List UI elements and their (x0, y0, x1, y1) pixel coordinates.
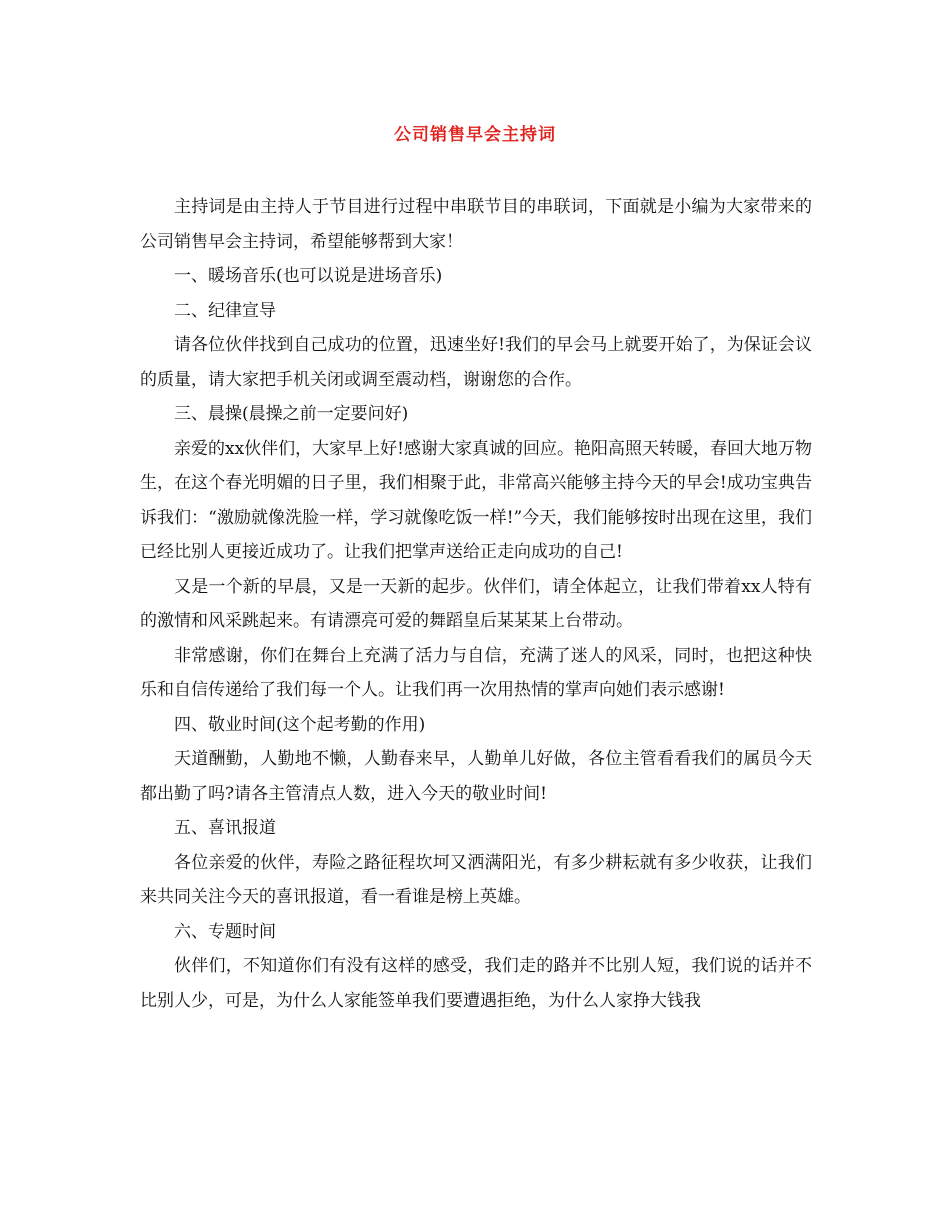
body-paragraph: 各位亲爱的伙伴，寿险之路征程坎坷又洒满阳光，有多少耕耘就有多少收获，让我们来共同关注今天的喜讯报道，看一看谁是榜上英雄。 (140, 852, 812, 907)
document-title: 公司销售早会主持词 (394, 125, 556, 145)
intro-paragraph: 主持词是由主持人于节目进行过程中串联节目的串联词，下面就是小编为大家带来的公司销售早会主持词，希望能够帮到大家！ (140, 197, 812, 252)
section-heading-5: 五、喜讯报道 (174, 818, 276, 838)
body-paragraph: 又是一个新的早晨，又是一天新的起步。伙伴们，请全体起立，让我们带着xx人特有的激情和风采跳起来。有请漂亮可爱的舞蹈皇后某某某上台带动。 (140, 576, 812, 631)
body-paragraph: 请各位伙伴找到自己成功的位置，迅速坐好!我们的早会马上就要开始了，为保证会议的质量，请大家把手机关闭或调至震动档，谢谢您的合作。 (140, 335, 812, 390)
section-heading-3: 三、晨操(晨操之前一定要问好) (174, 404, 409, 424)
section-heading-1: 一、暖场音乐(也可以说是进场音乐) (174, 266, 443, 286)
section-heading-6: 六、专题时间 (174, 921, 276, 942)
body-paragraph: 非常感谢，你们在舞台上充满了活力与自信，充满了迷人的风采，同时，也把这种快乐和自信传递给了我们每一个人。让我们再一次用热情的掌声向她们表示感谢! (140, 645, 812, 700)
body-paragraph: 天道酬勤，人勤地不懒，人勤春来早，人勤单儿好做，各位主管看看我们的属员今天都出勤了吗?请各主管清点人数，进入今天的敬业时间! (140, 749, 812, 804)
document-body (140, 190, 812, 1018)
body-paragraph: 亲爱的xx伙伴们，大家早上好!感谢大家真诚的回应。艳阳高照天转暖，春回大地万物生，在这个春光明媚的日子里，我们相聚于此，非常高兴能够主持今天的早会!成功宝典告诉我们：“激励就像洗脸一样，学习就像吃饭一样!”今天，我们能够按时出现在这里，我们已经比别人更接近成功了。让我们把掌声送给正走向成功的自己! (140, 438, 813, 562)
section-heading-2: 二、纪律宣导 (174, 300, 276, 321)
body-paragraph: 伙伴们，不知道你们有没有这样的感受，我们走的路并不比别人短，我们说的话并不比别人少，可是，为什么人家能签单我们要遭遇拒绝，为什么人家挣大钱我 (140, 956, 812, 1011)
section-heading-4: 四、敬业时间(这个起考勤的作用) (174, 714, 426, 735)
